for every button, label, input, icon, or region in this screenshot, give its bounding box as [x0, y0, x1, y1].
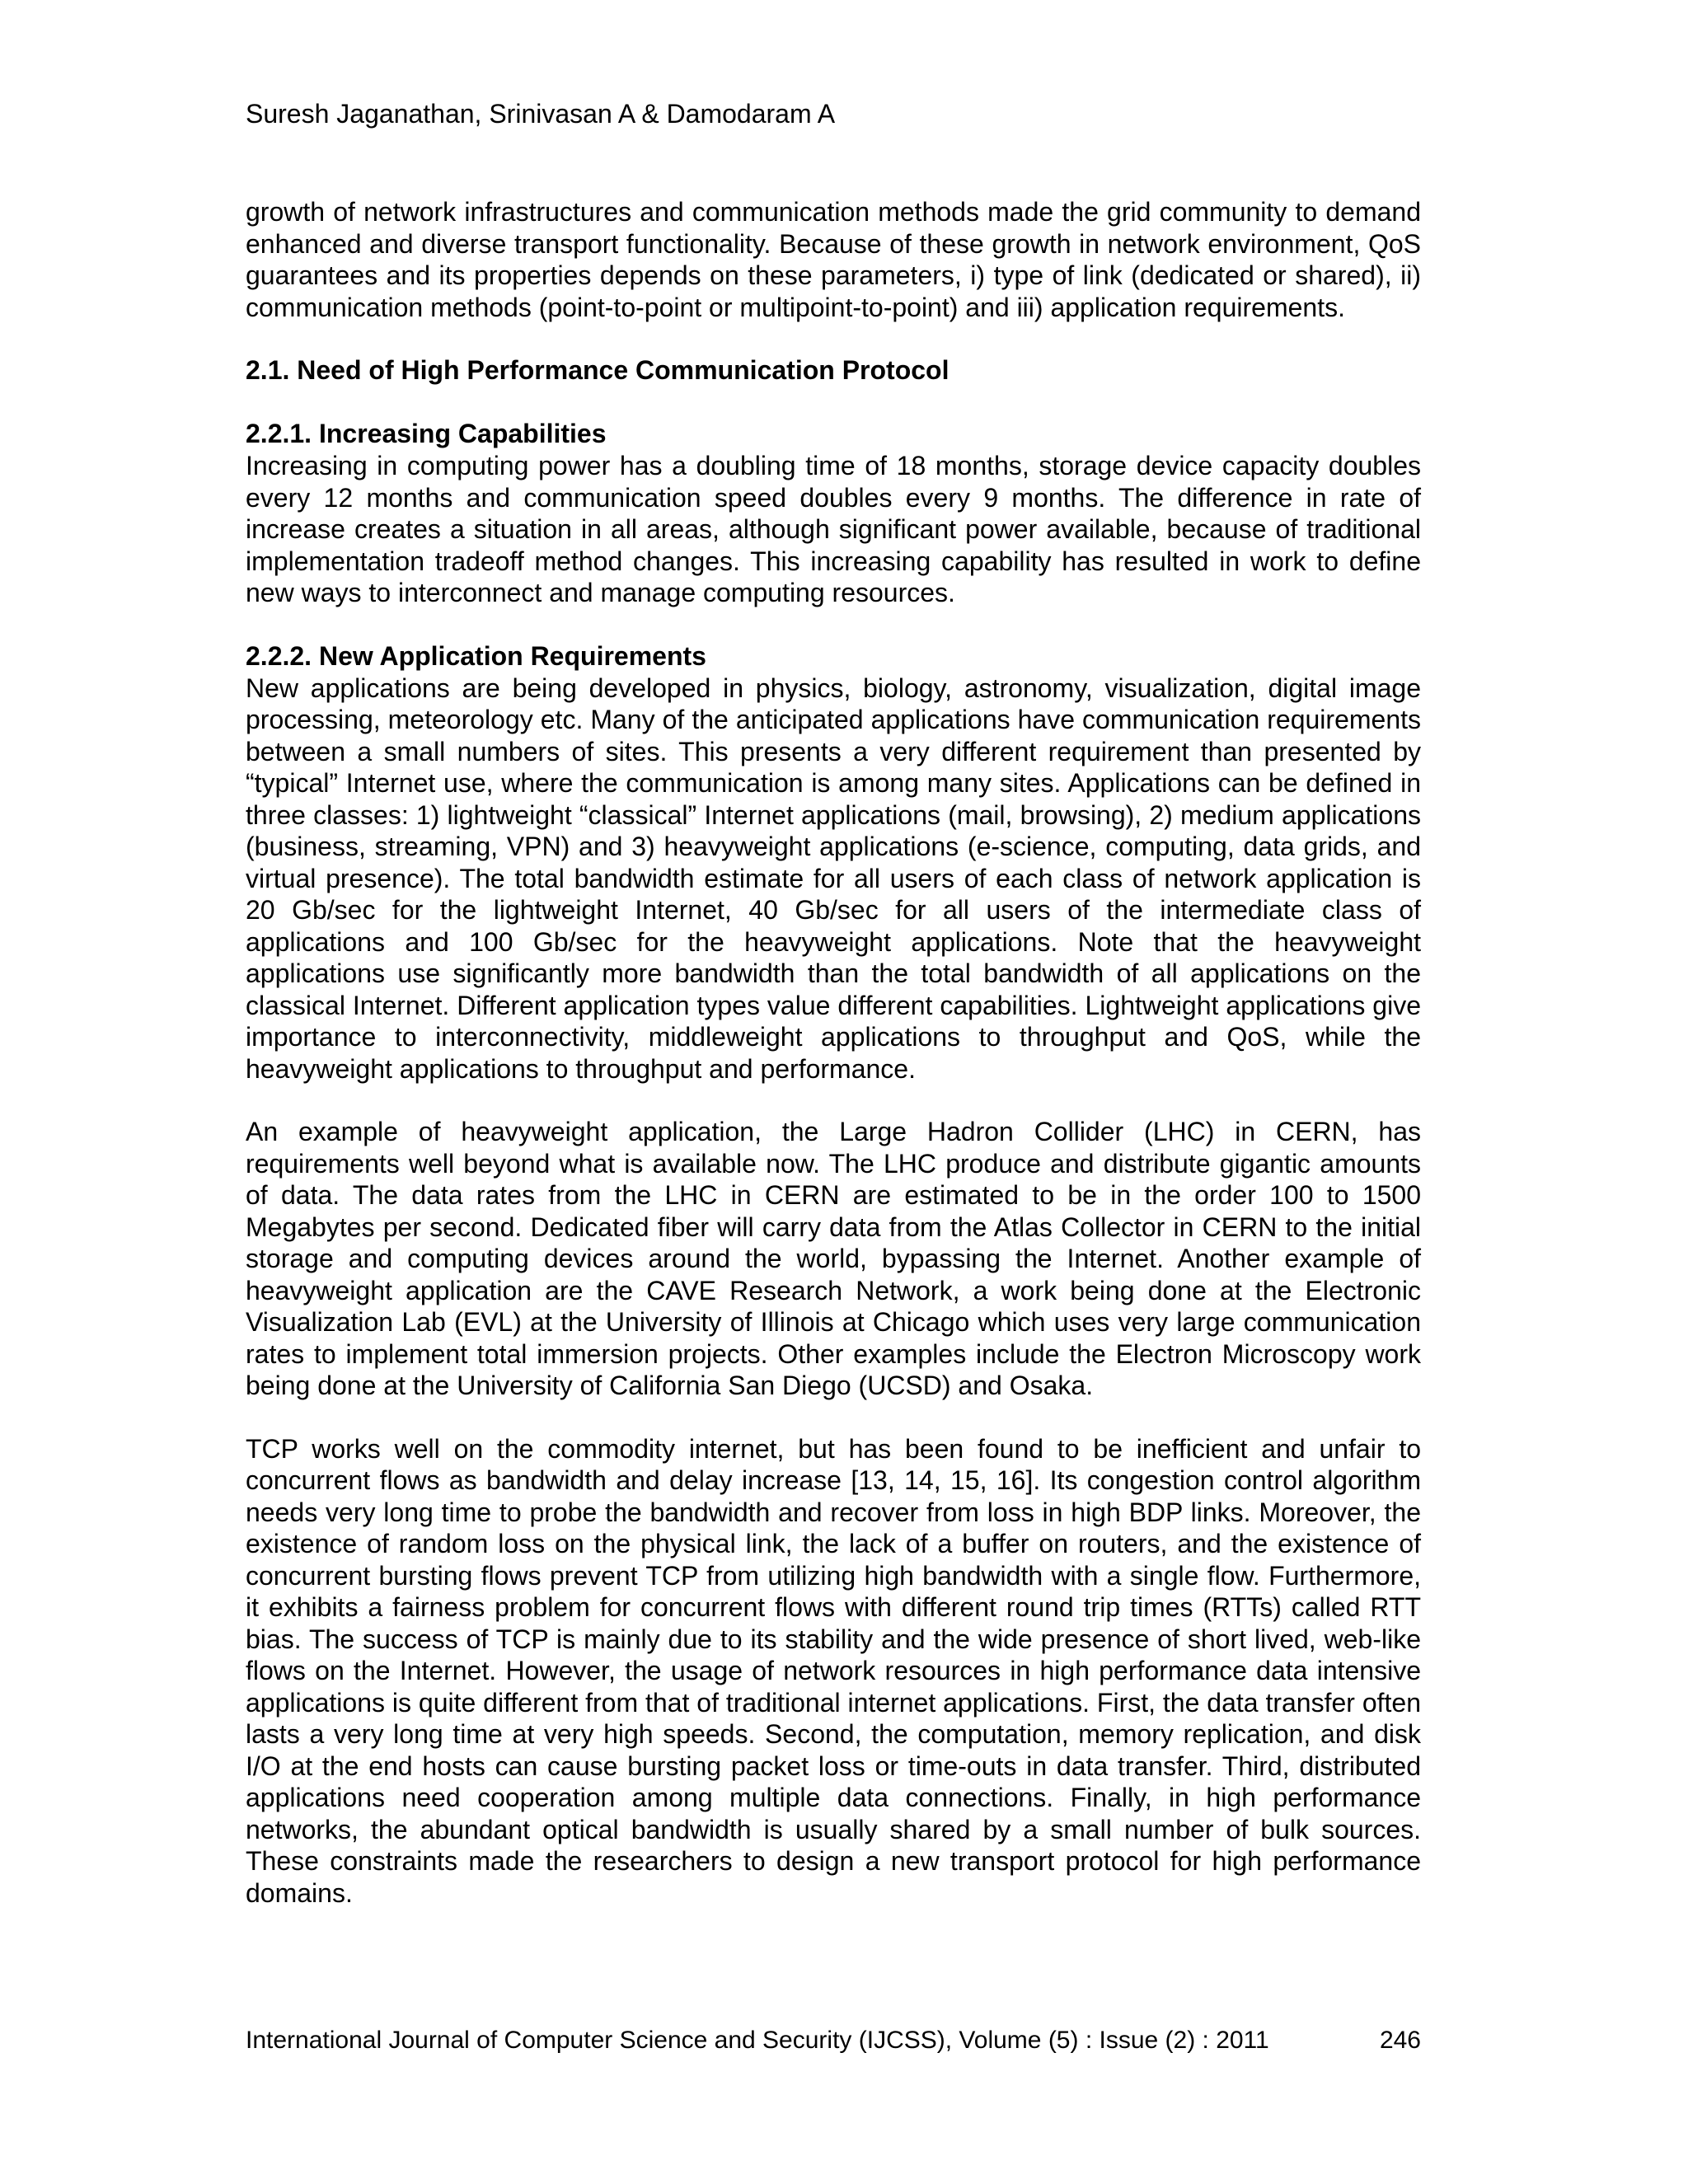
- running-header-authors: Suresh Jaganathan, Srinivasan A & Damodaram A: [246, 99, 836, 129]
- section-2-2-2-paragraph-1: New applications are being developed in physics, biology, astronomy, visualization, digital image processing, meteorology etc. Many of the anticipated applications have communication requirements between a small numbers of sites. This presents a very different requirement than presented by “typical” Internet use, where the communication is among many sites. Applications can be defined in three classes: 1) lightweight “classical” Internet applications (mail, browsing), 2) medium applications (business, streaming, VPN) and 3) heavyweight applications (e-science, computing, data grids, and virtual presence). The total bandwidth estimate for all users of each class of network application is 20 Gb/sec for the lightweight Internet, 40 Gb/sec for all users of the intermediate class of applications and 100 Gb/sec for the heavyweight applications. Note that the heavyweight applications use significantly more bandwidth than the total bandwidth of all applications on the classical Internet. Different application types value different capabilities. Lightweight applications give importance to interconnectivity, middleweight applications to throughput and QoS, while the heavyweight applications to throughput and performance.: [246, 673, 1421, 1084]
- page-body: [246, 196, 1421, 1909]
- footer-page-number: 246: [1379, 2027, 1421, 2054]
- section-2-1-heading: 2.1. Need of High Performance Communication Protocol: [246, 355, 950, 385]
- section-2-2-2-heading: 2.2.2. New Application Requirements: [246, 640, 706, 671]
- section-2-2-1-paragraph: Increasing in computing power has a doubling time of 18 months, storage device capacity doubles every 12 months and communication speed doubles every 9 months. The difference in rate of increase creates a situation in all areas, although significant power available, because of traditional implementation tradeoff method changes. This increasing capability has resulted in work to define new ways to interconnect and manage computing resources.: [246, 451, 1421, 607]
- section-2-2-2-paragraph-2: An example of heavyweight application, the Large Hadron Collider (LHC) in CERN, has requirements well beyond what is available now. The LHC produce and distribute gigantic amounts of data. The data rates from the LHC in CERN are estimated to be in the order 100 to 1500 Megabytes per second. Dedicated fiber will carry data from the Atlas Collector in CERN to the initial storage and computing devices around the world, bypassing the Internet. Another example of heavyweight application are the CAVE Research Network, a work being done at the Electronic Visualization Lab (EVL) at the University of Illinois at Chicago which uses very large communication rates to implement total immersion projects. Other examples include the Electron Microscopy work being done at the University of California San Diego (UCSD) and Osaka.: [246, 1117, 1421, 1400]
- footer-journal-citation: International Journal of Computer Science and Security (IJCSS), Volume (5) : Issue (2) : 2011: [246, 2027, 1269, 2054]
- section-2-2-2-paragraph-3: TCP works well on the commodity internet, but has been found to be inefficient and unfair to concurrent flows as bandwidth and delay increase [13, 14, 15, 16]. Its congestion control algorithm needs very long time to probe the bandwidth and recover from loss in high BDP links. Moreover, the existence of random loss on the physical link, the lack of a buffer on routers, and the existence of concurrent bursting flows prevent TCP from utilizing high bandwidth with a single flow. Furthermore, it exhibits a fairness problem for concurrent flows with different round trip times (RTTs) called RTT bias. The success of TCP is mainly due to its stability and the wide presence of short lived, web-like flows on the Internet. However, the usage of network resources in high performance data intensive applications is quite different from that of traditional internet applications. First, the data transfer often lasts a very long time at very high speeds. Second, the computation, memory replication, and disk I/O at the end hosts can cause bursting packet loss or time-outs in data transfer. Third, distributed applications need cooperation among multiple data connections. Finally, in high performance networks, the abundant optical bandwidth is usually shared by a small number of bulk sources. These constraints made the researchers to design a new transport protocol for high performance domains.: [246, 1433, 1421, 1908]
- section-2-2-1-heading: 2.2.1. Increasing Capabilities: [246, 419, 607, 448]
- intro-paragraph: growth of network infrastructures and communication methods made the grid community to demand enhanced and diverse transport functionality. Because of these growth in network environment, QoS guarantees and its properties depends on these parameters, i) type of link (dedicated or shared), ii) communication methods (point-to-point or multipoint-to-point) and iii) application requirements.: [246, 197, 1421, 322]
